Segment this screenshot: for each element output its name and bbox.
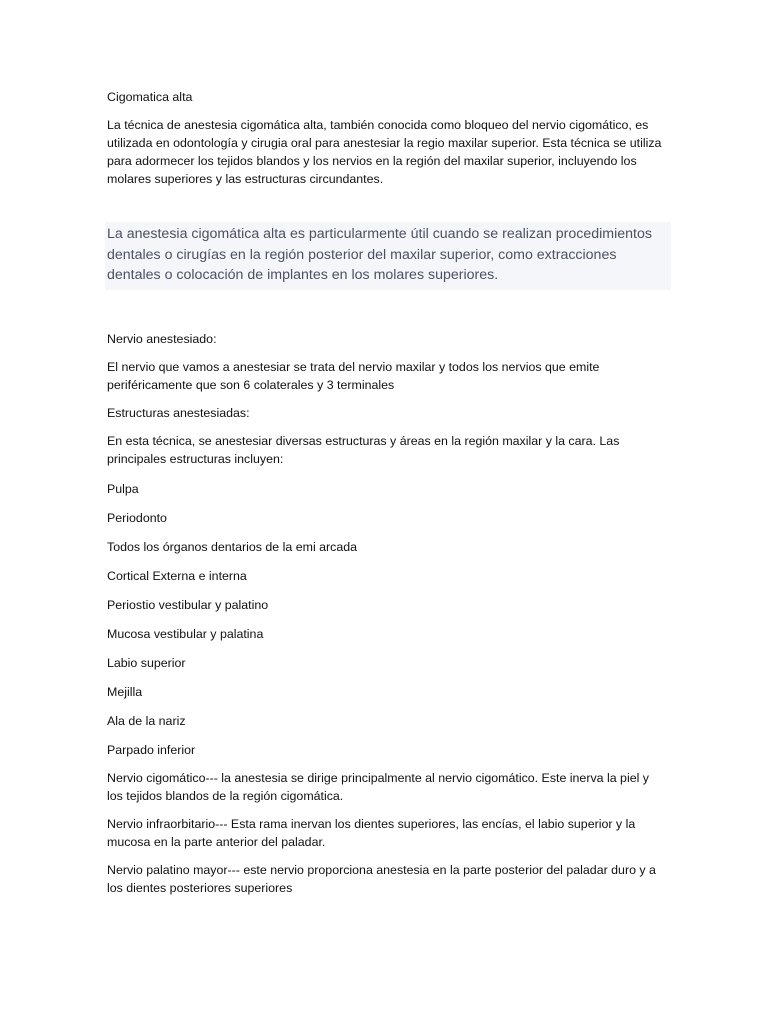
structure-item: Todos los órganos dentarios de la emi arcada <box>107 539 358 554</box>
structure-item: Labio superior <box>107 655 186 670</box>
nerve-paragraph: Nervio cigomático--- la anestesia se dirige principalmente al nervio cigomático. Este inerva la piel y los tejidos blandos de la región cigomática. <box>107 770 649 803</box>
structure-item: Ala de la nariz <box>107 713 186 728</box>
document-title: Cigomatica alta <box>107 90 193 104</box>
callout-highlight: La anestesia cigomática alta es particularmente útil cuando se realizan procedimientos dentales o cirugías en la región posterior del maxilar superior, como extracciones dentales o colocación de implantes en los molares superiores. <box>105 222 671 290</box>
structure-item: Mejilla <box>107 684 143 699</box>
nerves-list <box>107 769 667 897</box>
estructuras-heading: Estructuras anestesiadas: <box>107 405 250 420</box>
estructuras-paragraph: En esta técnica, se anestesiar diversas estructuras y áreas en la región maxilar y la cara. Las principales estructuras incluyen: <box>107 433 620 466</box>
document-page <box>107 88 667 897</box>
structures-list <box>107 480 667 759</box>
nervio-paragraph: El nervio que vamos a anestesiar se trata del nervio maxilar y todos los nervios que emite periféricamente que son 6 colaterales y 3 terminales <box>107 359 600 392</box>
structure-item: Periodonto <box>107 510 167 525</box>
structure-item: Mucosa vestibular y palatina <box>107 626 264 641</box>
nerve-paragraph: Nervio palatino mayor--- este nervio proporciona anestesia en la parte posterior del paladar duro y a los dientes posteriores superiores <box>107 862 656 895</box>
nervio-heading: Nervio anestesiado: <box>107 331 217 346</box>
structure-item: Cortical Externa e interna <box>107 568 247 583</box>
structure-item: Parpado inferior <box>107 742 196 757</box>
intro-paragraph: La técnica de anestesia cigomática alta, también conocida como bloqueo del nervio cigomático, es utilizada en odontología y cirugia oral para anestesiar la regio maxilar superior. Esta técnica se utiliza para adormecer los tejidos blandos y los nervios en la región del maxilar superior, incluyendo los molares superiores y las estructuras circundantes. <box>107 118 662 186</box>
structure-item: Periostio vestibular y palatino <box>107 597 269 612</box>
structure-item: Pulpa <box>107 481 139 496</box>
nerve-paragraph: Nervio infraorbitario--- Esta rama inervan los dientes superiores, las encías, el labio superior y la mucosa en la parte anterior del paladar. <box>107 816 636 849</box>
